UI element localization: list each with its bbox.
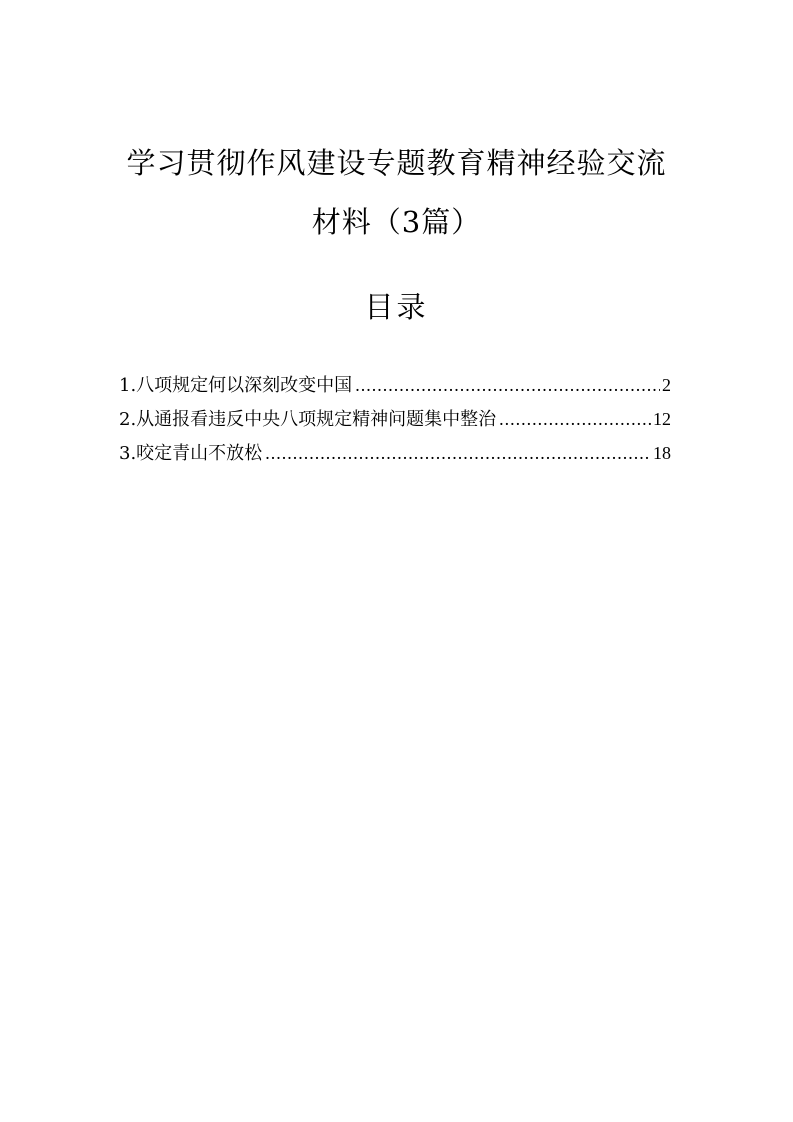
toc-entry-page: 2: [662, 375, 671, 395]
toc-entry-page: 18: [653, 443, 671, 463]
document-title-line-1: 学习贯彻作风建设专题教育精神经验交流: [126, 146, 667, 180]
table-of-contents: [119, 368, 671, 470]
toc-dot-leader: [499, 402, 651, 436]
toc-entry-page: 12: [653, 409, 671, 429]
toc-dot-leader: [355, 368, 660, 402]
toc-entry[interactable]: [119, 402, 671, 436]
toc-entry-label: 1.八项规定何以深刻改变中国: [119, 375, 353, 396]
toc-entry-label: 2.从通报看违反中央八项规定精神问题集中整治: [119, 409, 497, 430]
toc-entry[interactable]: [119, 368, 671, 402]
toc-dot-leader: [265, 436, 651, 470]
toc-heading: 目录: [364, 290, 429, 324]
document-title-line-2: 材料（3篇）: [311, 205, 482, 239]
toc-entry-label: 3.咬定青山不放松: [119, 443, 263, 464]
toc-entry[interactable]: [119, 436, 671, 470]
